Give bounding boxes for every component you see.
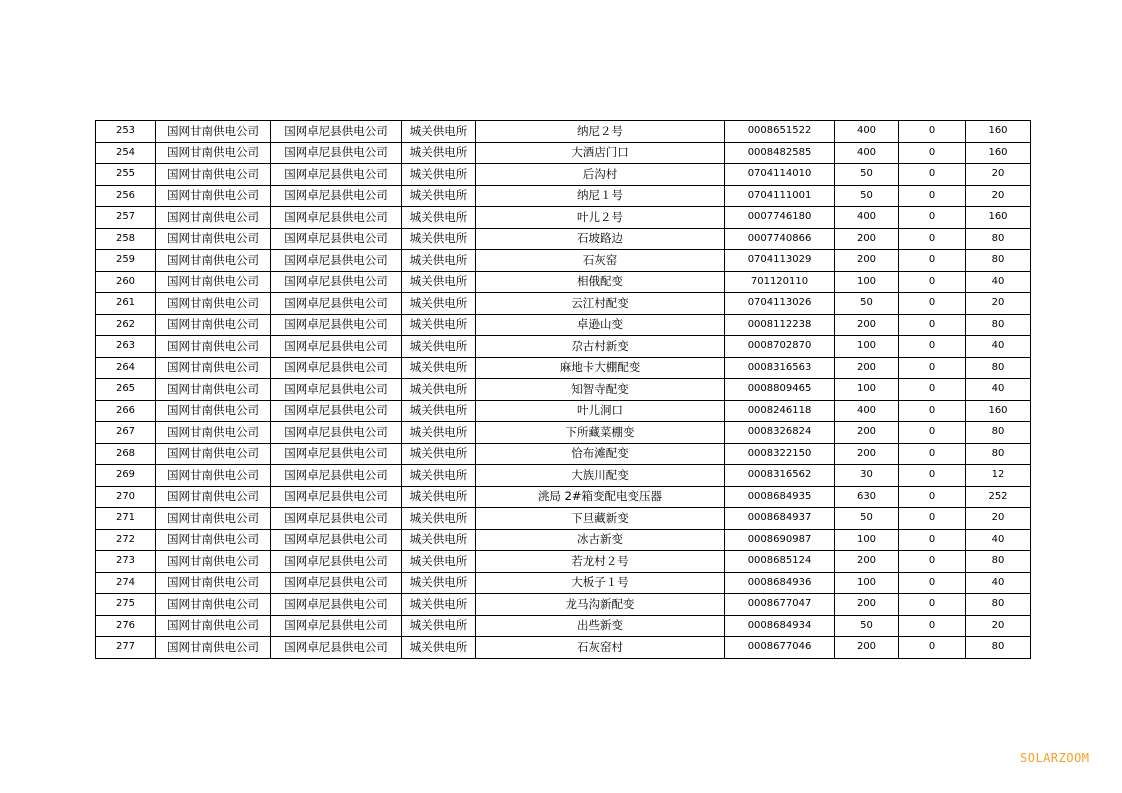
cell-station: 城关供电所 xyxy=(402,486,476,508)
cell-province-company: 国网甘南供电公司 xyxy=(156,185,271,207)
cell-province-company: 国网甘南供电公司 xyxy=(156,164,271,186)
cell-meter-id: 0008651522 xyxy=(725,121,835,143)
cell-value-zero: 0 xyxy=(899,422,966,444)
cell-transformer-name: 尕古村新变 xyxy=(476,336,725,358)
table-row xyxy=(96,422,1031,444)
cell-row-number: 273 xyxy=(96,551,156,573)
table-row xyxy=(96,465,1031,487)
cell-station: 城关供电所 xyxy=(402,314,476,336)
cell-row-number: 256 xyxy=(96,185,156,207)
cell-capacity: 50 xyxy=(835,508,899,530)
cell-transformer-name: 若龙村２号 xyxy=(476,551,725,573)
cell-province-company: 国网甘南供电公司 xyxy=(156,572,271,594)
cell-transformer-name: 下所藏菜棚变 xyxy=(476,422,725,444)
cell-meter-id: 0008677046 xyxy=(725,637,835,659)
data-table xyxy=(95,120,1031,659)
cell-value-last: 40 xyxy=(966,529,1031,551)
cell-province-company: 国网甘南供电公司 xyxy=(156,121,271,143)
cell-capacity: 200 xyxy=(835,250,899,272)
cell-value-zero: 0 xyxy=(899,250,966,272)
cell-value-zero: 0 xyxy=(899,637,966,659)
cell-row-number: 261 xyxy=(96,293,156,315)
cell-value-last: 40 xyxy=(966,379,1031,401)
table-row xyxy=(96,637,1031,659)
cell-row-number: 276 xyxy=(96,615,156,637)
cell-value-last: 80 xyxy=(966,637,1031,659)
cell-meter-id: 0008316563 xyxy=(725,357,835,379)
cell-capacity: 200 xyxy=(835,422,899,444)
cell-county-company: 国网卓尼县供电公司 xyxy=(271,271,402,293)
table-row xyxy=(96,615,1031,637)
cell-capacity: 400 xyxy=(835,207,899,229)
cell-transformer-name: 石灰窑村 xyxy=(476,637,725,659)
cell-meter-id: 0008684934 xyxy=(725,615,835,637)
cell-capacity: 100 xyxy=(835,529,899,551)
cell-capacity: 100 xyxy=(835,336,899,358)
cell-value-last: 12 xyxy=(966,465,1031,487)
cell-station: 城关供电所 xyxy=(402,508,476,530)
cell-capacity: 100 xyxy=(835,379,899,401)
cell-county-company: 国网卓尼县供电公司 xyxy=(271,142,402,164)
cell-station: 城关供电所 xyxy=(402,422,476,444)
cell-meter-id: 0008684936 xyxy=(725,572,835,594)
cell-capacity: 30 xyxy=(835,465,899,487)
cell-transformer-name: 出些新变 xyxy=(476,615,725,637)
cell-transformer-name: 纳尼２号 xyxy=(476,121,725,143)
cell-value-last: 80 xyxy=(966,228,1031,250)
cell-county-company: 国网卓尼县供电公司 xyxy=(271,293,402,315)
cell-meter-id: 0008326824 xyxy=(725,422,835,444)
cell-value-zero: 0 xyxy=(899,379,966,401)
cell-capacity: 200 xyxy=(835,228,899,250)
cell-value-zero: 0 xyxy=(899,572,966,594)
cell-province-company: 国网甘南供电公司 xyxy=(156,422,271,444)
table-row xyxy=(96,400,1031,422)
cell-capacity: 630 xyxy=(835,486,899,508)
cell-county-company: 国网卓尼县供电公司 xyxy=(271,572,402,594)
cell-province-company: 国网甘南供电公司 xyxy=(156,615,271,637)
cell-province-company: 国网甘南供电公司 xyxy=(156,379,271,401)
cell-transformer-name: 纳尼１号 xyxy=(476,185,725,207)
cell-station: 城关供电所 xyxy=(402,164,476,186)
cell-capacity: 100 xyxy=(835,572,899,594)
cell-station: 城关供电所 xyxy=(402,121,476,143)
cell-row-number: 266 xyxy=(96,400,156,422)
table-row xyxy=(96,164,1031,186)
cell-row-number: 259 xyxy=(96,250,156,272)
cell-row-number: 264 xyxy=(96,357,156,379)
cell-transformer-name: 大酒店门口 xyxy=(476,142,725,164)
cell-row-number: 275 xyxy=(96,594,156,616)
cell-transformer-name: 大族川配变 xyxy=(476,465,725,487)
cell-meter-id: 0008246118 xyxy=(725,400,835,422)
cell-value-zero: 0 xyxy=(899,164,966,186)
cell-county-company: 国网卓尼县供电公司 xyxy=(271,637,402,659)
cell-meter-id: 0008684935 xyxy=(725,486,835,508)
cell-county-company: 国网卓尼县供电公司 xyxy=(271,551,402,573)
table-row xyxy=(96,443,1031,465)
cell-value-last: 252 xyxy=(966,486,1031,508)
cell-value-zero: 0 xyxy=(899,336,966,358)
cell-transformer-name: 后沟村 xyxy=(476,164,725,186)
cell-county-company: 国网卓尼县供电公司 xyxy=(271,336,402,358)
cell-row-number: 260 xyxy=(96,271,156,293)
cell-meter-id: 0008702870 xyxy=(725,336,835,358)
cell-meter-id: 0008685124 xyxy=(725,551,835,573)
table-row xyxy=(96,336,1031,358)
cell-row-number: 269 xyxy=(96,465,156,487)
cell-value-zero: 0 xyxy=(899,207,966,229)
cell-station: 城关供电所 xyxy=(402,379,476,401)
table-row xyxy=(96,185,1031,207)
cell-province-company: 国网甘南供电公司 xyxy=(156,207,271,229)
cell-value-zero: 0 xyxy=(899,228,966,250)
table-row xyxy=(96,207,1031,229)
cell-capacity: 400 xyxy=(835,142,899,164)
cell-meter-id: 0008677047 xyxy=(725,594,835,616)
cell-county-company: 国网卓尼县供电公司 xyxy=(271,465,402,487)
cell-county-company: 国网卓尼县供电公司 xyxy=(271,529,402,551)
cell-station: 城关供电所 xyxy=(402,443,476,465)
cell-value-zero: 0 xyxy=(899,357,966,379)
cell-value-zero: 0 xyxy=(899,465,966,487)
cell-county-company: 国网卓尼县供电公司 xyxy=(271,443,402,465)
table-row xyxy=(96,314,1031,336)
cell-station: 城关供电所 xyxy=(402,228,476,250)
cell-transformer-name: 相俄配变 xyxy=(476,271,725,293)
cell-capacity: 50 xyxy=(835,164,899,186)
cell-transformer-name: 知智寺配变 xyxy=(476,379,725,401)
cell-county-company: 国网卓尼县供电公司 xyxy=(271,400,402,422)
cell-value-zero: 0 xyxy=(899,121,966,143)
cell-province-company: 国网甘南供电公司 xyxy=(156,637,271,659)
cell-capacity: 400 xyxy=(835,121,899,143)
cell-transformer-name: 麻地卡大棚配变 xyxy=(476,357,725,379)
cell-row-number: 258 xyxy=(96,228,156,250)
cell-capacity: 50 xyxy=(835,185,899,207)
cell-row-number: 254 xyxy=(96,142,156,164)
cell-capacity: 100 xyxy=(835,271,899,293)
cell-meter-id: 0008322150 xyxy=(725,443,835,465)
cell-transformer-name: 龙马沟新配变 xyxy=(476,594,725,616)
cell-transformer-name: 洮局 2#箱变配电变压器 xyxy=(476,486,725,508)
cell-value-zero: 0 xyxy=(899,185,966,207)
cell-province-company: 国网甘南供电公司 xyxy=(156,293,271,315)
cell-county-company: 国网卓尼县供电公司 xyxy=(271,250,402,272)
table-row xyxy=(96,121,1031,143)
cell-capacity: 200 xyxy=(835,314,899,336)
cell-value-zero: 0 xyxy=(899,400,966,422)
cell-province-company: 国网甘南供电公司 xyxy=(156,551,271,573)
cell-value-last: 160 xyxy=(966,142,1031,164)
cell-transformer-name: 大板子１号 xyxy=(476,572,725,594)
cell-value-zero: 0 xyxy=(899,615,966,637)
cell-value-last: 80 xyxy=(966,594,1031,616)
cell-value-last: 20 xyxy=(966,615,1031,637)
cell-county-company: 国网卓尼县供电公司 xyxy=(271,207,402,229)
cell-county-company: 国网卓尼县供电公司 xyxy=(271,379,402,401)
cell-row-number: 272 xyxy=(96,529,156,551)
table-row xyxy=(96,508,1031,530)
cell-value-zero: 0 xyxy=(899,486,966,508)
cell-county-company: 国网卓尼县供电公司 xyxy=(271,121,402,143)
cell-station: 城关供电所 xyxy=(402,529,476,551)
cell-transformer-name: 卓逊山变 xyxy=(476,314,725,336)
cell-value-last: 40 xyxy=(966,271,1031,293)
cell-value-zero: 0 xyxy=(899,443,966,465)
cell-value-zero: 0 xyxy=(899,551,966,573)
cell-row-number: 265 xyxy=(96,379,156,401)
cell-station: 城关供电所 xyxy=(402,357,476,379)
cell-station: 城关供电所 xyxy=(402,615,476,637)
cell-value-last: 20 xyxy=(966,164,1031,186)
cell-capacity: 200 xyxy=(835,637,899,659)
cell-meter-id: 0704114010 xyxy=(725,164,835,186)
cell-province-company: 国网甘南供电公司 xyxy=(156,357,271,379)
cell-row-number: 267 xyxy=(96,422,156,444)
cell-county-company: 国网卓尼县供电公司 xyxy=(271,357,402,379)
cell-transformer-name: 石灰窑 xyxy=(476,250,725,272)
table-row xyxy=(96,228,1031,250)
cell-province-company: 国网甘南供电公司 xyxy=(156,271,271,293)
cell-capacity: 200 xyxy=(835,551,899,573)
table-row xyxy=(96,594,1031,616)
cell-station: 城关供电所 xyxy=(402,185,476,207)
cell-station: 城关供电所 xyxy=(402,551,476,573)
cell-meter-id: 0008690987 xyxy=(725,529,835,551)
cell-transformer-name: 石坡路边 xyxy=(476,228,725,250)
cell-transformer-name: 恰布滩配变 xyxy=(476,443,725,465)
cell-value-last: 160 xyxy=(966,207,1031,229)
cell-row-number: 270 xyxy=(96,486,156,508)
cell-station: 城关供电所 xyxy=(402,637,476,659)
cell-transformer-name: 叶儿洞口 xyxy=(476,400,725,422)
table-row xyxy=(96,142,1031,164)
cell-row-number: 277 xyxy=(96,637,156,659)
cell-value-last: 20 xyxy=(966,185,1031,207)
table-row xyxy=(96,551,1031,573)
cell-province-company: 国网甘南供电公司 xyxy=(156,443,271,465)
cell-province-company: 国网甘南供电公司 xyxy=(156,594,271,616)
cell-station: 城关供电所 xyxy=(402,207,476,229)
cell-value-last: 80 xyxy=(966,250,1031,272)
cell-transformer-name: 叶儿２号 xyxy=(476,207,725,229)
watermark-logo: SOLARZOOM xyxy=(1020,751,1090,765)
table-row xyxy=(96,250,1031,272)
cell-transformer-name: 云江村配变 xyxy=(476,293,725,315)
table-row xyxy=(96,379,1031,401)
cell-station: 城关供电所 xyxy=(402,465,476,487)
cell-meter-id: 0704113026 xyxy=(725,293,835,315)
cell-county-company: 国网卓尼县供电公司 xyxy=(271,164,402,186)
cell-meter-id: 0704111001 xyxy=(725,185,835,207)
cell-meter-id: 0007740866 xyxy=(725,228,835,250)
table-row xyxy=(96,486,1031,508)
cell-meter-id: 0007746180 xyxy=(725,207,835,229)
cell-station: 城关供电所 xyxy=(402,293,476,315)
cell-row-number: 271 xyxy=(96,508,156,530)
cell-province-company: 国网甘南供电公司 xyxy=(156,486,271,508)
cell-county-company: 国网卓尼县供电公司 xyxy=(271,594,402,616)
table-row xyxy=(96,271,1031,293)
cell-meter-id: 0704113029 xyxy=(725,250,835,272)
cell-province-company: 国网甘南供电公司 xyxy=(156,508,271,530)
cell-capacity: 200 xyxy=(835,443,899,465)
cell-value-last: 80 xyxy=(966,422,1031,444)
cell-county-company: 国网卓尼县供电公司 xyxy=(271,615,402,637)
cell-province-company: 国网甘南供电公司 xyxy=(156,314,271,336)
cell-province-company: 国网甘南供电公司 xyxy=(156,142,271,164)
cell-value-zero: 0 xyxy=(899,293,966,315)
cell-station: 城关供电所 xyxy=(402,250,476,272)
cell-province-company: 国网甘南供电公司 xyxy=(156,228,271,250)
cell-capacity: 200 xyxy=(835,357,899,379)
cell-meter-id: 0008316562 xyxy=(725,465,835,487)
cell-county-company: 国网卓尼县供电公司 xyxy=(271,422,402,444)
cell-row-number: 274 xyxy=(96,572,156,594)
cell-province-company: 国网甘南供电公司 xyxy=(156,465,271,487)
cell-meter-id: 0008112238 xyxy=(725,314,835,336)
cell-county-company: 国网卓尼县供电公司 xyxy=(271,508,402,530)
table-body xyxy=(96,121,1031,659)
cell-station: 城关供电所 xyxy=(402,142,476,164)
cell-value-zero: 0 xyxy=(899,529,966,551)
cell-transformer-name: 下旦藏新变 xyxy=(476,508,725,530)
cell-value-zero: 0 xyxy=(899,142,966,164)
cell-value-zero: 0 xyxy=(899,594,966,616)
cell-value-zero: 0 xyxy=(899,314,966,336)
cell-capacity: 200 xyxy=(835,594,899,616)
cell-county-company: 国网卓尼县供电公司 xyxy=(271,185,402,207)
cell-value-last: 40 xyxy=(966,336,1031,358)
cell-province-company: 国网甘南供电公司 xyxy=(156,336,271,358)
cell-capacity: 50 xyxy=(835,293,899,315)
cell-row-number: 253 xyxy=(96,121,156,143)
cell-value-last: 20 xyxy=(966,508,1031,530)
cell-county-company: 国网卓尼县供电公司 xyxy=(271,486,402,508)
cell-station: 城关供电所 xyxy=(402,572,476,594)
cell-meter-id: 0008809465 xyxy=(725,379,835,401)
cell-row-number: 262 xyxy=(96,314,156,336)
table-row xyxy=(96,572,1031,594)
cell-meter-id: 0008684937 xyxy=(725,508,835,530)
cell-value-last: 80 xyxy=(966,314,1031,336)
cell-station: 城关供电所 xyxy=(402,594,476,616)
table-row xyxy=(96,293,1031,315)
table-row xyxy=(96,357,1031,379)
cell-province-company: 国网甘南供电公司 xyxy=(156,400,271,422)
cell-province-company: 国网甘南供电公司 xyxy=(156,250,271,272)
cell-value-last: 80 xyxy=(966,443,1031,465)
cell-county-company: 国网卓尼县供电公司 xyxy=(271,314,402,336)
cell-value-last: 40 xyxy=(966,572,1031,594)
cell-station: 城关供电所 xyxy=(402,271,476,293)
cell-province-company: 国网甘南供电公司 xyxy=(156,529,271,551)
cell-value-last: 160 xyxy=(966,121,1031,143)
cell-value-zero: 0 xyxy=(899,508,966,530)
cell-value-last: 80 xyxy=(966,357,1031,379)
cell-station: 城关供电所 xyxy=(402,336,476,358)
cell-value-last: 80 xyxy=(966,551,1031,573)
cell-row-number: 255 xyxy=(96,164,156,186)
cell-station: 城关供电所 xyxy=(402,400,476,422)
cell-meter-id: 701120110 xyxy=(725,271,835,293)
cell-row-number: 268 xyxy=(96,443,156,465)
table-row xyxy=(96,529,1031,551)
cell-county-company: 国网卓尼县供电公司 xyxy=(271,228,402,250)
cell-capacity: 50 xyxy=(835,615,899,637)
cell-value-last: 20 xyxy=(966,293,1031,315)
cell-row-number: 263 xyxy=(96,336,156,358)
cell-value-zero: 0 xyxy=(899,271,966,293)
cell-value-last: 160 xyxy=(966,400,1031,422)
cell-meter-id: 0008482585 xyxy=(725,142,835,164)
cell-transformer-name: 冰古新变 xyxy=(476,529,725,551)
cell-row-number: 257 xyxy=(96,207,156,229)
cell-capacity: 400 xyxy=(835,400,899,422)
